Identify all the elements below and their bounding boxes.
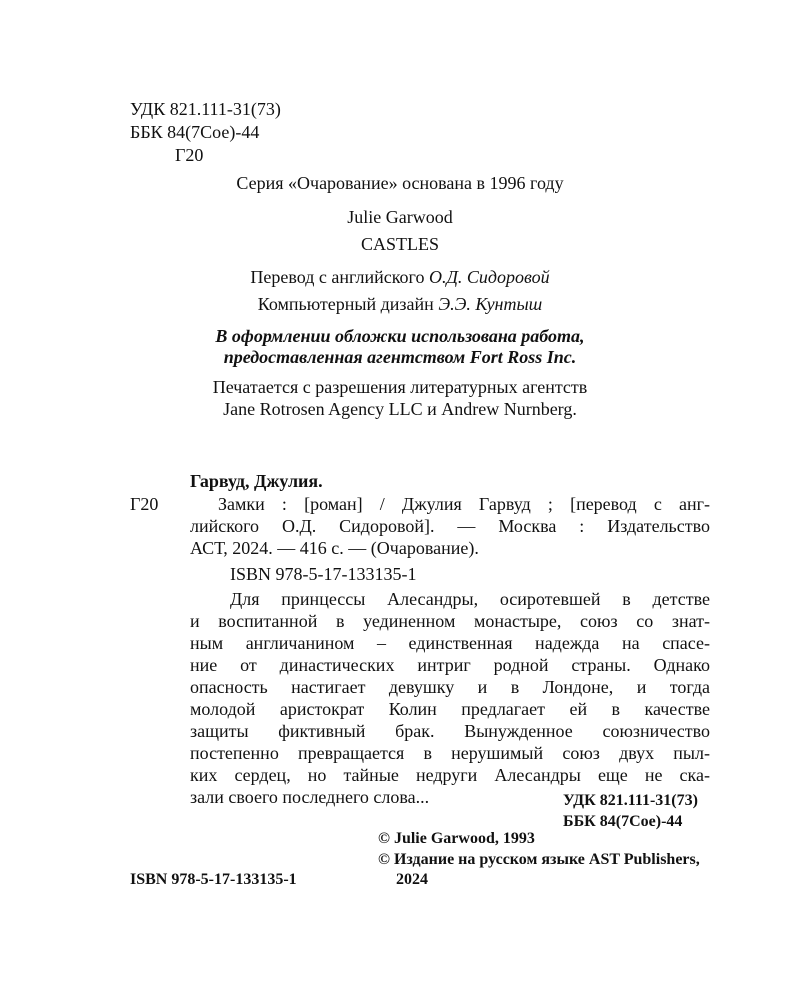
cover-note-line-2: предоставленная агентством Fort Ross Inc. <box>223 347 577 367</box>
card-code: Г20 <box>130 494 159 514</box>
author-english: Julie Garwood <box>347 207 453 227</box>
title-english: CASTLES <box>360 234 439 254</box>
abstract-line-4: ние от династических интриг родной страны. Однако <box>190 655 710 675</box>
copyright-line-2: © Издание на русском языке AST Publishers, <box>378 851 700 868</box>
translator-name: О.Д. Сидоровой <box>428 267 550 287</box>
card-line-2: лийского О.Д. Сидоровой]. — Москва : Издательство <box>190 516 710 536</box>
author-code-top: Г20 <box>175 145 204 165</box>
translation-line <box>0 266 800 288</box>
card-line-1: Замки : [роман] / Джулия Гарвуд ; [перевод с анг- <box>218 494 710 514</box>
abstract-line-5: опасность настигает девушку и в Лондоне, и тогда <box>190 677 710 697</box>
cover-note-line-1: В оформлении обложки использована работа, <box>215 326 585 346</box>
designer-name: Э.Э. Кунтыш <box>438 294 543 314</box>
footer-isbn: ISBN 978-5-17-133135-1 <box>130 871 297 888</box>
bbk-top: ББК 84(7Сое)-44 <box>130 122 260 142</box>
design-line <box>0 293 800 315</box>
abstract-line-7: защиты фиктивный брак. Вынужденное союзничество <box>190 721 710 741</box>
translation-prefix: Перевод с английского <box>250 267 429 287</box>
series-line: Серия «Очарование» основана в 1996 году <box>236 173 564 193</box>
abstract-line-3: ным англичанином – единственная надежда на спасе- <box>190 633 710 653</box>
abstract-line-2: и воспитанной в уединенном монастыре, союз со знат- <box>190 611 710 631</box>
bbk-card: ББК 84(7Сое)-44 <box>563 813 683 830</box>
abstract-line-6: молодой аристократ Колин предлагает ей в качестве <box>190 699 710 719</box>
card-heading: Гарвуд, Джулия. <box>190 471 323 491</box>
copyright-year: 2024 <box>396 871 428 888</box>
abstract-line-1: Для принцессы Алесандры, осиротевшей в детстве <box>230 589 710 609</box>
permission-line-2: Jane Rotrosen Agency LLC и Andrew Nurnberg. <box>223 399 577 419</box>
udk-top: УДК 821.111-31(73) <box>130 99 281 119</box>
udk-card: УДК 821.111-31(73) <box>563 792 698 809</box>
abstract-line-10: зали своего последнего слова... <box>190 787 430 807</box>
copyright-line-1: © Julie Garwood, 1993 <box>378 830 535 847</box>
permission-line-1: Печатается с разрешения литературных агентств <box>212 377 588 397</box>
design-prefix: Компьютерный дизайн <box>257 294 439 314</box>
card-isbn: ISBN 978-5-17-133135-1 <box>230 564 417 584</box>
abstract-line-8: постепенно превращается в нерушимый союз двух пыл- <box>190 743 710 763</box>
card-line-3: АСТ, 2024. — 416 с. — (Очарование). <box>190 538 479 558</box>
abstract-line-9: ких сердец, но тайные недруги Алесандры еще не ска- <box>190 765 710 785</box>
